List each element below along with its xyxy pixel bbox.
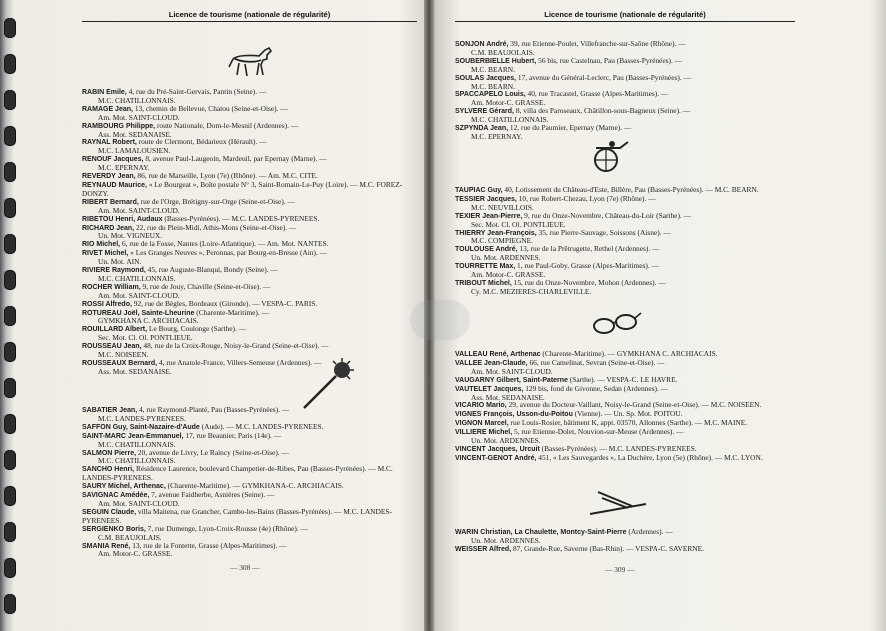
entry-club: Am. Motor-C. GRASSE. [471, 98, 546, 108]
page-number: — 308 — [230, 563, 260, 572]
entry-name: RABIN Emile, [82, 89, 127, 96]
directory-entry [82, 198, 417, 215]
entry-address: 40, Lotissement du Château-d'Este, Billère, Pau (Basses-Pyrénées). — M.C. BEARN. [502, 185, 759, 194]
entry-club: M.C. EPERNAY. [471, 131, 523, 141]
page-header: Licence de tourisme (nationale de régularité) [455, 10, 795, 22]
entry-address: 7, rue Dumenge, Lyon-Croix-Rousse (4e) (Rhône). — [145, 523, 308, 533]
entry-name: TOURRETTE Max, [455, 263, 516, 271]
entry-name: ROSSI Alfredo, [82, 300, 132, 308]
entries-v [455, 350, 795, 463]
entry-name: VINCENT Jacques, Urcuit [455, 445, 540, 453]
entry-club: Am. Motor-C. GRASSE. [471, 270, 546, 280]
entry-address: rue de l'Orge, Brétigny-sur-Orge (Seine-et-Oise). — [138, 196, 295, 206]
directory-entry [82, 249, 417, 266]
entry-name: VILLIERE Michel, [455, 429, 513, 437]
entry-address: (Basses-Pyrénées). — M.C. LANDES-PYRENEES. [539, 443, 697, 453]
entry-name: RICHARD Jean, [82, 224, 135, 232]
entry-name: VIGNES François, Usson-du-Poitou [455, 411, 573, 419]
entry-address: 35, rue Pierre-Sauvage, Soissons (Aisne). — [536, 227, 671, 237]
entry-club: M.C. NOISEEN. [98, 350, 149, 360]
mace-icon [300, 356, 356, 412]
entry-club: Ass. Mot. SEDANAISE. [471, 392, 545, 402]
binder-hole [4, 522, 16, 542]
binder-hole [4, 234, 16, 254]
entry-club: M.C. CHATILLONNAIS. [98, 273, 176, 283]
entry-name: ROUSSEAUX Bernard, [82, 360, 158, 367]
directory-entry [82, 283, 417, 300]
binder-hole [4, 162, 16, 182]
directory-entry [82, 181, 417, 198]
directory-entry [455, 428, 795, 445]
entry-name: TOULOUSE André, [455, 246, 518, 254]
entry-name: SAINT-MARC Jean-Emmanuel, [82, 432, 184, 440]
entry-name: TRIBOUT Michel, [455, 279, 512, 287]
entry-name: RIVIERE Raymond, [82, 267, 146, 275]
directory-entry [455, 262, 795, 279]
binder-hole [4, 90, 16, 110]
entry-club: M.C. BEARN. [471, 81, 515, 91]
entry-name: WEISSER Alfred, [455, 545, 512, 553]
entry-name: VINCENT-GENOT André, [455, 454, 537, 462]
entry-address: 45, rue Auguste-Blanqui, Bondy (Seine). — [145, 265, 278, 275]
entry-club: Un. Mot. ARDENNES. [471, 253, 541, 263]
directory-entry [82, 406, 417, 423]
entry-club: Ass. Mot. SEDANAISE. [98, 129, 172, 139]
right-page [455, 10, 795, 553]
binder-hole [4, 342, 16, 362]
entry-club: Un. Mot. VIGNEUX. [98, 231, 163, 241]
binder-hole [4, 18, 16, 38]
directory-entry [455, 74, 795, 91]
page-number: — 309 — [605, 565, 635, 574]
entry-club: M.C. LAMALOUSIEN. [98, 146, 171, 156]
directory-entry [82, 88, 417, 105]
directory-entry [82, 155, 417, 172]
entry-name: VALLEAU René, Arthenac [455, 351, 541, 358]
entry-club: C.M. BEAUJOLAIS. [98, 532, 162, 542]
entry-address: 86, rue de Marseille, Lyon (7e) (Rhône). — Am. M.C. CITE. [135, 171, 318, 181]
entry-address: (Aude). — M.C. LANDES-PYRENEES. [199, 421, 324, 431]
entry-address: 17, rue Beaunier, Paris (14e). — [183, 430, 282, 440]
left-page [82, 10, 417, 559]
entry-address: 9, rue du Onze-Novembre, Château-du-Loir (Sarthe). — [522, 210, 692, 220]
entry-address: 15, rue du Onze-Novembre, Mohon (Ardennes). — [511, 277, 666, 287]
entry-address: 13, chemin de Bellevue, Chatou (Seine-et-Oise). — [132, 103, 288, 113]
entry-name: VALLEE Jean-Claude, [455, 359, 528, 367]
entry-address: 12, rue du Paumier, Epernay (Marne). — [508, 123, 632, 133]
entry-address: route Nationale, Dom-le-Mesnil (Ardennes). — [155, 120, 299, 130]
entry-address: (Basses-Pyrénées). — M.C. LANDES-PYRENEES. [162, 213, 320, 223]
horse-icon [225, 45, 277, 79]
entry-name: VAUGARNY Gilbert, Saint-Paterne [455, 376, 568, 384]
entry-club: Ass. Mot. SEDANAISE. [98, 366, 172, 376]
binder-hole [4, 450, 16, 470]
entry-club: M.C. COMPIEGNE. [471, 236, 534, 246]
entry-club: M.C. CHATILLONNAIS. [471, 115, 549, 125]
entry-address: 4, rue Raymond-Planté, Pau (Basses-Pyrénées). — [137, 405, 290, 414]
entry-name: SONJON André, [455, 41, 509, 48]
page-header: Licence de tourisme (nationale de régularité) [82, 10, 417, 22]
directory-entry [82, 465, 417, 482]
directory-entry [82, 122, 417, 139]
entries-t [455, 186, 795, 296]
entry-name: SAFFON Guy, Saint-Nazaire-d'Aude [82, 423, 200, 431]
directory-entry [82, 138, 417, 155]
entry-club: Am. Mot. SAINT-CLOUD. [98, 205, 180, 215]
entry-club: M.C. LANDES-PYRENEES. [98, 413, 186, 423]
entry-address: 5, rue Etienne-Dolet, Nouvion-sur-Meuse (Ardennes). — [512, 427, 684, 437]
entry-name: RAMBOURG Philippe, [82, 122, 156, 130]
entry-address: 129 bis, fond de Givonne, Sedan (Ardennes). — [523, 383, 669, 393]
entry-club: C.M. BEAUJOLAIS. [471, 47, 535, 57]
entry-name: RAMAGE Jean, [82, 105, 133, 113]
entry-name: SAURY Michel, Arthenac, [82, 483, 166, 491]
entry-name: VAUTELET Jacques, [455, 385, 524, 393]
library-stamp [410, 300, 470, 340]
entry-address: « Le Bourgeat », Boîte postale N° 3, Saint-Romain-Le-Puy (Loire). — M.C. FOREZ-DONZY. [82, 179, 403, 198]
entry-club: M.C. CHATILLONNAIS. [98, 95, 176, 105]
directory-entry [82, 359, 417, 376]
directory-entry [82, 542, 417, 559]
entry-address: 13, rue de la Prêtrugette, Rethel (Ardennes). — [517, 244, 660, 254]
entry-club: GYMKHANA C. ARCHIACAIS. [98, 316, 199, 326]
entry-name: ROTUREAU Joël, Sainte-Lheurine [82, 309, 195, 317]
entry-club: Am. Motor-C. GRASSE. [98, 549, 173, 559]
entry-name: THIERRY Jean-François, [455, 229, 537, 237]
directory-entry [455, 212, 795, 229]
entry-address: (Vienne). — Un. Sp. Mot. POITOU. [572, 409, 683, 419]
directory-entry [82, 525, 417, 542]
directory-entry [455, 454, 795, 463]
binder-hole [4, 270, 16, 290]
entry-address: 7, avenue Faidherbe, Asnières (Seine). — [149, 490, 275, 500]
entry-name: RIO Michel, [82, 241, 121, 249]
entry-address: rue Louis-Rosier, bâtiment K, appt. 03570, Allonnes (Sarthe). — M.C. MAINE. [508, 418, 748, 428]
entry-name: RAYNAL Robert, [82, 139, 137, 147]
entry-address: 10, rue Robert-Chezau, Lyon (7e) (Rhône). — [516, 193, 656, 203]
binder-hole [4, 486, 16, 506]
entry-name: TEXIER Jean-Pierre, [455, 212, 523, 220]
entry-club: Am. Mot. SAINT-CLOUD. [98, 112, 180, 122]
entry-name: WARIN Christian, La Chaulette, Montcy-Saint-Pierre [455, 529, 627, 536]
entry-address: 39, rue Etienne-Poulet, Villefranche-sur-Saône (Rhône). — [508, 39, 686, 48]
entry-name: ROUILLARD Albert, [82, 326, 148, 334]
entry-address: (Charente-Maritime). — GYMKHANA-C. ARCHIACAIS. [165, 481, 344, 491]
entry-address: 48, rue de la Croix-Rouge, Noisy-le-Grand (Seine-et-Oise). — [141, 341, 329, 351]
chariot-icon [590, 138, 632, 174]
binder-hole [4, 414, 16, 434]
directory-entry [82, 325, 417, 342]
binder-hole [4, 306, 16, 326]
entry-name: REYNAUD Maurice, [82, 181, 147, 189]
directory-entry [455, 545, 795, 554]
directory-entry [455, 40, 795, 57]
entry-address: « Les Granges Neuves », Peronnas, par Bourg-en-Bresse (Ain). — [128, 248, 328, 258]
entries-w [455, 528, 795, 554]
directory-entry [82, 508, 417, 525]
entry-club: M.C. NEUVILLOIS. [471, 202, 534, 212]
entry-name: SYLVERE Gérard, [455, 108, 515, 116]
entry-name: SOUBERBIELLE Hubert, [455, 57, 537, 65]
entry-name: SERGIENKO Boris, [82, 525, 146, 533]
entry-address: 22, rue du Plein-Midi, Athis-Mons (Seine-et-Oise). — [134, 222, 297, 232]
entries-r [82, 88, 417, 376]
entry-name: SAVIGNAC Amédée, [82, 492, 150, 500]
directory-entry [82, 309, 417, 326]
directory-entry [455, 107, 795, 124]
entry-name: TESSIER Jacques, [455, 195, 517, 203]
directory-entry [455, 195, 795, 212]
entry-address: villa Maitena, rue Grancher, Cambo-les-Bains (Basses-Pyrénées). — M.C. LANDES-PYRENEES. [82, 506, 392, 525]
entry-club: Sec. Mot. Cl. Ol. PONTLIEUE. [471, 219, 566, 229]
directory-entry [455, 528, 795, 545]
binder-hole [4, 558, 16, 578]
entry-address: (Charente-Maritime). — [194, 307, 269, 317]
entry-name: ROUSSEAU Jean, [82, 343, 142, 351]
entry-address: (Ardennes). — [626, 527, 673, 536]
entries-s [82, 406, 417, 558]
binder-hole [4, 594, 16, 614]
directory-entry [455, 245, 795, 262]
entry-name: RIVET Michel, [82, 250, 129, 258]
entry-club: Am. Mot. SAINT-CLOUD. [98, 498, 180, 508]
entry-club: M.C. EPERNAY. [98, 163, 150, 173]
entry-name: SZPYNDA Jean, [455, 125, 509, 133]
entry-address: (Charente-Maritime). — GYMKHANA C. ARCHIACAIS. [540, 349, 718, 358]
directory-entry [82, 449, 417, 466]
entry-name: SALMON Pierre, [82, 449, 137, 457]
directory-entry [82, 266, 417, 283]
directory-entry [455, 57, 795, 74]
entry-club: M.C. CHATILLONNAIS. [98, 439, 176, 449]
entry-address: 17, avenue du Général-Leclerc, Pau (Basses-Pyrénées). — [516, 72, 691, 82]
entry-name: REVERDY Jean, [82, 173, 136, 181]
spectacles-icon [590, 310, 642, 338]
entry-address: 56 bis, rue Castelnau, Pau (Basses-Pyrénées). — [536, 55, 683, 65]
entry-address: 1, rue Paul-Goby, Grasse (Alpes-Maritimes). — [515, 261, 659, 271]
entry-name: SABATIER Jean, [82, 407, 138, 414]
directory-entry [455, 279, 795, 296]
entry-address: 29, avenue du Docteur-Vaillant, Noisy-le-Grand (Seine-et-Oise). — M.C. NOISEEN. [506, 400, 762, 410]
entry-club: Sec. Mot. Cl. Ol. PONTLIEUE. [98, 333, 193, 343]
entries-s [455, 40, 795, 141]
entry-name: RENOUF Jacques, [82, 156, 144, 164]
entry-address: route de Clermont, Bédarieux (Hérault). — [136, 137, 267, 147]
entry-name: SANCHO Henri, [82, 466, 135, 474]
entry-club: Am. Mot. SAINT-CLOUD. [471, 366, 553, 376]
entry-address: 40, rue Tracastel, Grasse (Alpes-Maritimes). — [525, 89, 669, 99]
entry-club: M.C. BEARN. [471, 64, 515, 74]
directory-entry [455, 90, 795, 107]
entry-club: Cy. M.C. MEZIERES-CHARLEVILLE. [471, 286, 592, 296]
entry-name: SEGUIN Claude, [82, 508, 137, 516]
entry-address: 13, rue de la Fontette, Grasse (Alpes-Maritimes). — [130, 540, 287, 550]
entry-name: TAUPIAC Guy, [455, 187, 503, 194]
entry-name: RIBETOU Henri, Audaux [82, 215, 163, 223]
entry-name: SPACCAPELO Louis, [455, 91, 526, 99]
directory-entry [82, 432, 417, 449]
entry-name: VIGNON Marcel, [455, 420, 509, 428]
entry-club: Un. Mot. AIN. [98, 257, 142, 267]
entry-address: 20, avenue de Livry, Le Raincy (Seine-et-Oise). — [136, 447, 289, 457]
entry-address: 451, « Les Sauvegardes », La Duchère, Lyon (5e) (Rhône). — M.C. LYON. [536, 452, 763, 462]
entry-name: SOULAS Jacques, [455, 74, 517, 82]
entry-address: Le Bourg, Coulonge (Sarthe). — [147, 324, 247, 334]
entry-name: ROCHER William, [82, 283, 141, 291]
entry-club: Un. Mot. ARDENNES. [471, 535, 541, 545]
entry-address: 9, rue de Jouy, Chaville (Seine-et-Oise). — [140, 281, 271, 291]
binder-hole [4, 126, 16, 146]
entry-address: 4, rue du Pré-Saint-Gervais, Pantin (Seine). — [126, 87, 267, 96]
directory-entry [82, 105, 417, 122]
directory-entry [82, 342, 417, 359]
binder-hole [4, 198, 16, 218]
entry-club: M.C. CHATILLONNAIS. [98, 456, 176, 466]
binder-hole [4, 378, 16, 398]
binder-hole [4, 54, 16, 74]
entry-address: 8, villa des Paroseaux, Châtillon-sous-Bagneux (Seine). — [514, 106, 691, 116]
directory-entry [82, 224, 417, 241]
directory-entry [82, 491, 417, 508]
directory-entry [455, 359, 795, 376]
entry-address: 6, rue de la Fosse, Nantes (Loire-Atlantique). — Am. Mot. NANTES. [120, 239, 329, 249]
binder-holes [4, 18, 16, 618]
entry-address: 8, avenue Paul-Laugeoin, Mardeuil, par Epernay (Marne). — [143, 154, 327, 164]
entry-address: 87, Grande-Rue, Saverne (Bas-Rhin). — VESPA-C. SAVERNE. [511, 543, 704, 553]
entry-address: 92, rue de Bègles, Bordeaux (Gironde). — VESPA-C. PARIS. [131, 298, 318, 308]
entry-name: VICARIO Mario, [455, 402, 507, 410]
entry-address: Résidence Laurence, boulevard Champetier-de-Ribes, Pau (Basses-Pyrénées). — M.C. LANDES-PYRENEES. [82, 464, 393, 483]
directory-entry [455, 229, 795, 246]
entry-address: (Sarthe). — VESPA-C. LE HAVRE. [567, 374, 678, 384]
entry-name: SMANIA René, [82, 542, 131, 550]
entry-address: 4, rue Anatole-France, Villers-Semeuse (Ardennes). — [157, 358, 322, 367]
entry-name: RIBERT Bernard, [82, 198, 139, 206]
entry-club: Am. Mot. SAINT-CLOUD. [98, 290, 180, 300]
entry-club: Un. Mot. ARDENNES. [471, 436, 541, 446]
wing-icon [588, 488, 648, 520]
entry-address: 66, rue Camelinat, Sevran (Seine-et-Oise). — [527, 357, 665, 367]
directory-entry [455, 385, 795, 402]
